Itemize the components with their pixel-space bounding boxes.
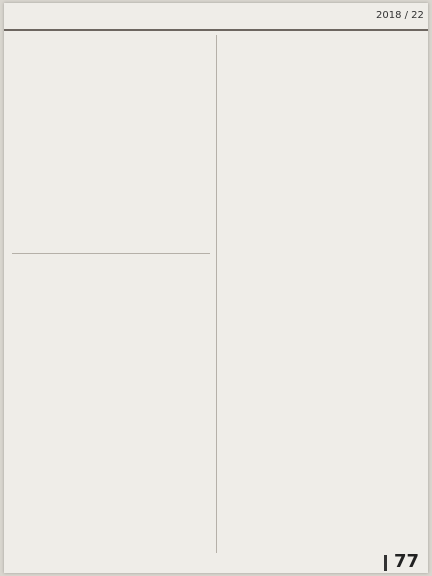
page-number: 77 <box>394 551 420 572</box>
left-column-text-2 <box>12 395 210 547</box>
page-number-bar <box>384 555 387 571</box>
page-header <box>4 3 428 31</box>
left-column-top-text <box>12 35 210 149</box>
left-column-text-1 <box>12 165 210 249</box>
right-column-text-2 <box>224 425 420 547</box>
article-divider <box>12 253 210 254</box>
column-divider <box>216 35 217 553</box>
right-column-top-text <box>224 35 420 331</box>
right-column-text-1 <box>224 347 420 409</box>
issue-number: 2018 / 22 <box>376 10 424 21</box>
document-page <box>4 3 428 573</box>
left-column-bottom-text <box>12 261 210 379</box>
page-footer <box>4 551 428 573</box>
